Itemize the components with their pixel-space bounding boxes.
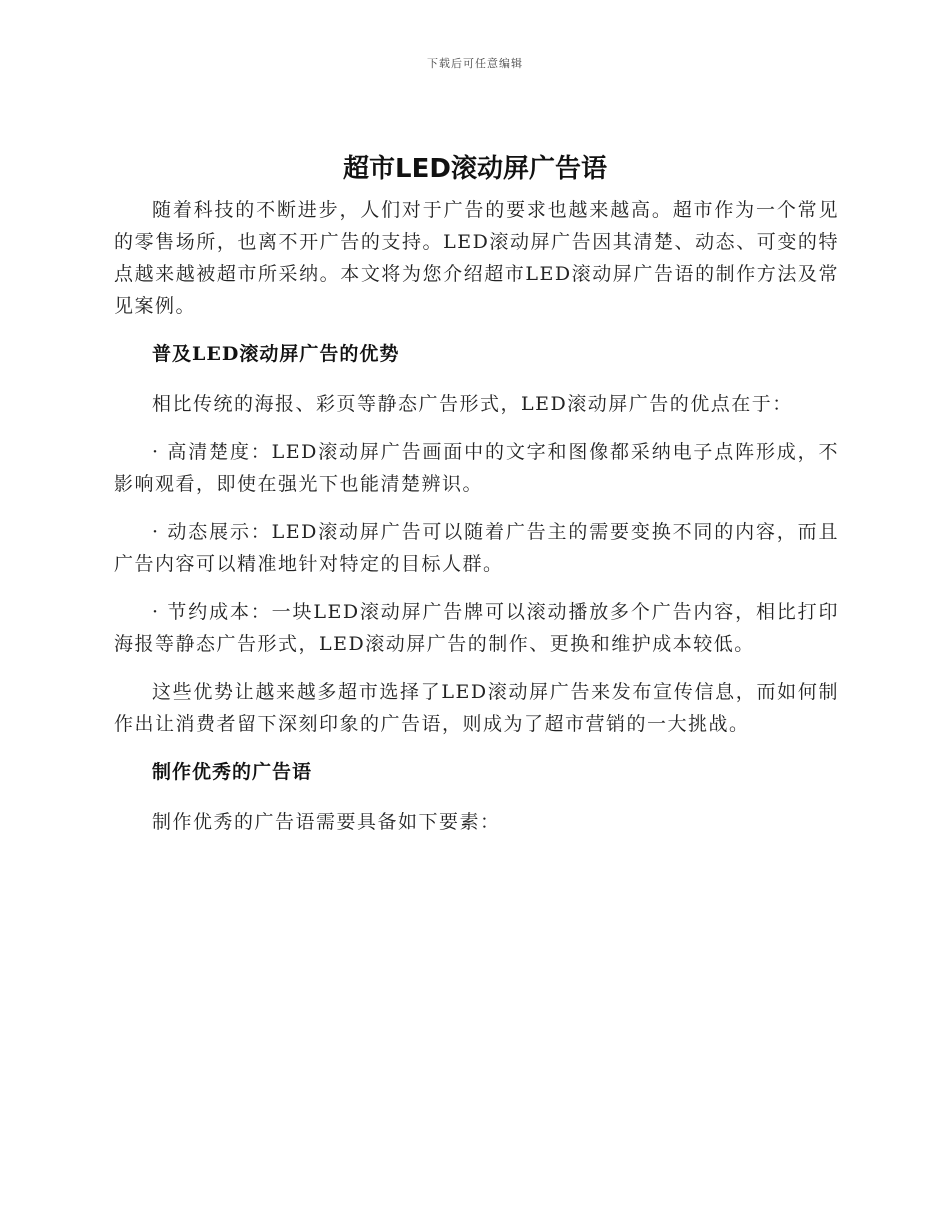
advantages-lead-paragraph: 相比传统的海报、彩页等静态广告形式，LED滚动屏广告的优点在于： (152, 393, 793, 415)
intro-paragraph: 随着科技的不断进步，人们对于广告的要求也越来越高。超市作为一个常见的零售场所，也离不开广告的支持。LED滚动屏广告因其清楚、动态、可变的特点越来越被超市所采纳。本文将为您介绍超市LED滚动屏广告语的制作方法及常见案例。 (114, 199, 839, 317)
bullet-cost-saving: · 节约成本：一块LED滚动屏广告牌可以滚动播放多个广告内容，相比打印海报等静态广告形式，LED滚动屏广告的制作、更换和维护成本较低。 (114, 601, 839, 655)
section-heading-advantages: 普及LED滚动屏广告的优势 (152, 343, 400, 365)
bullet-high-clarity: · 高清楚度：LED滚动屏广告画面中的文字和图像都采纳电子点阵形成，不影响观看，即使在强光下也能清楚辨识。 (114, 441, 839, 495)
document-body (114, 194, 839, 854)
bullet-dynamic-display: · 动态展示：LED滚动屏广告可以随着广告主的需要变换不同的内容，而且广告内容可以精准地针对特定的目标人群。 (114, 521, 839, 575)
document-title: 超市LED滚动屏广告语 (343, 154, 607, 184)
section-heading-slogans: 制作优秀的广告语 (152, 761, 313, 783)
page-header: 下载后可任意编辑 (427, 57, 523, 70)
advantages-conclusion-paragraph: 这些优势让越来越多超市选择了LED滚动屏广告来发布宣传信息，而如何制作出让消费者留下深刻印象的广告语，则成为了超市营销的一大挑战。 (114, 681, 839, 735)
slogans-lead-paragraph: 制作优秀的广告语需要具备如下要素： (152, 811, 501, 833)
